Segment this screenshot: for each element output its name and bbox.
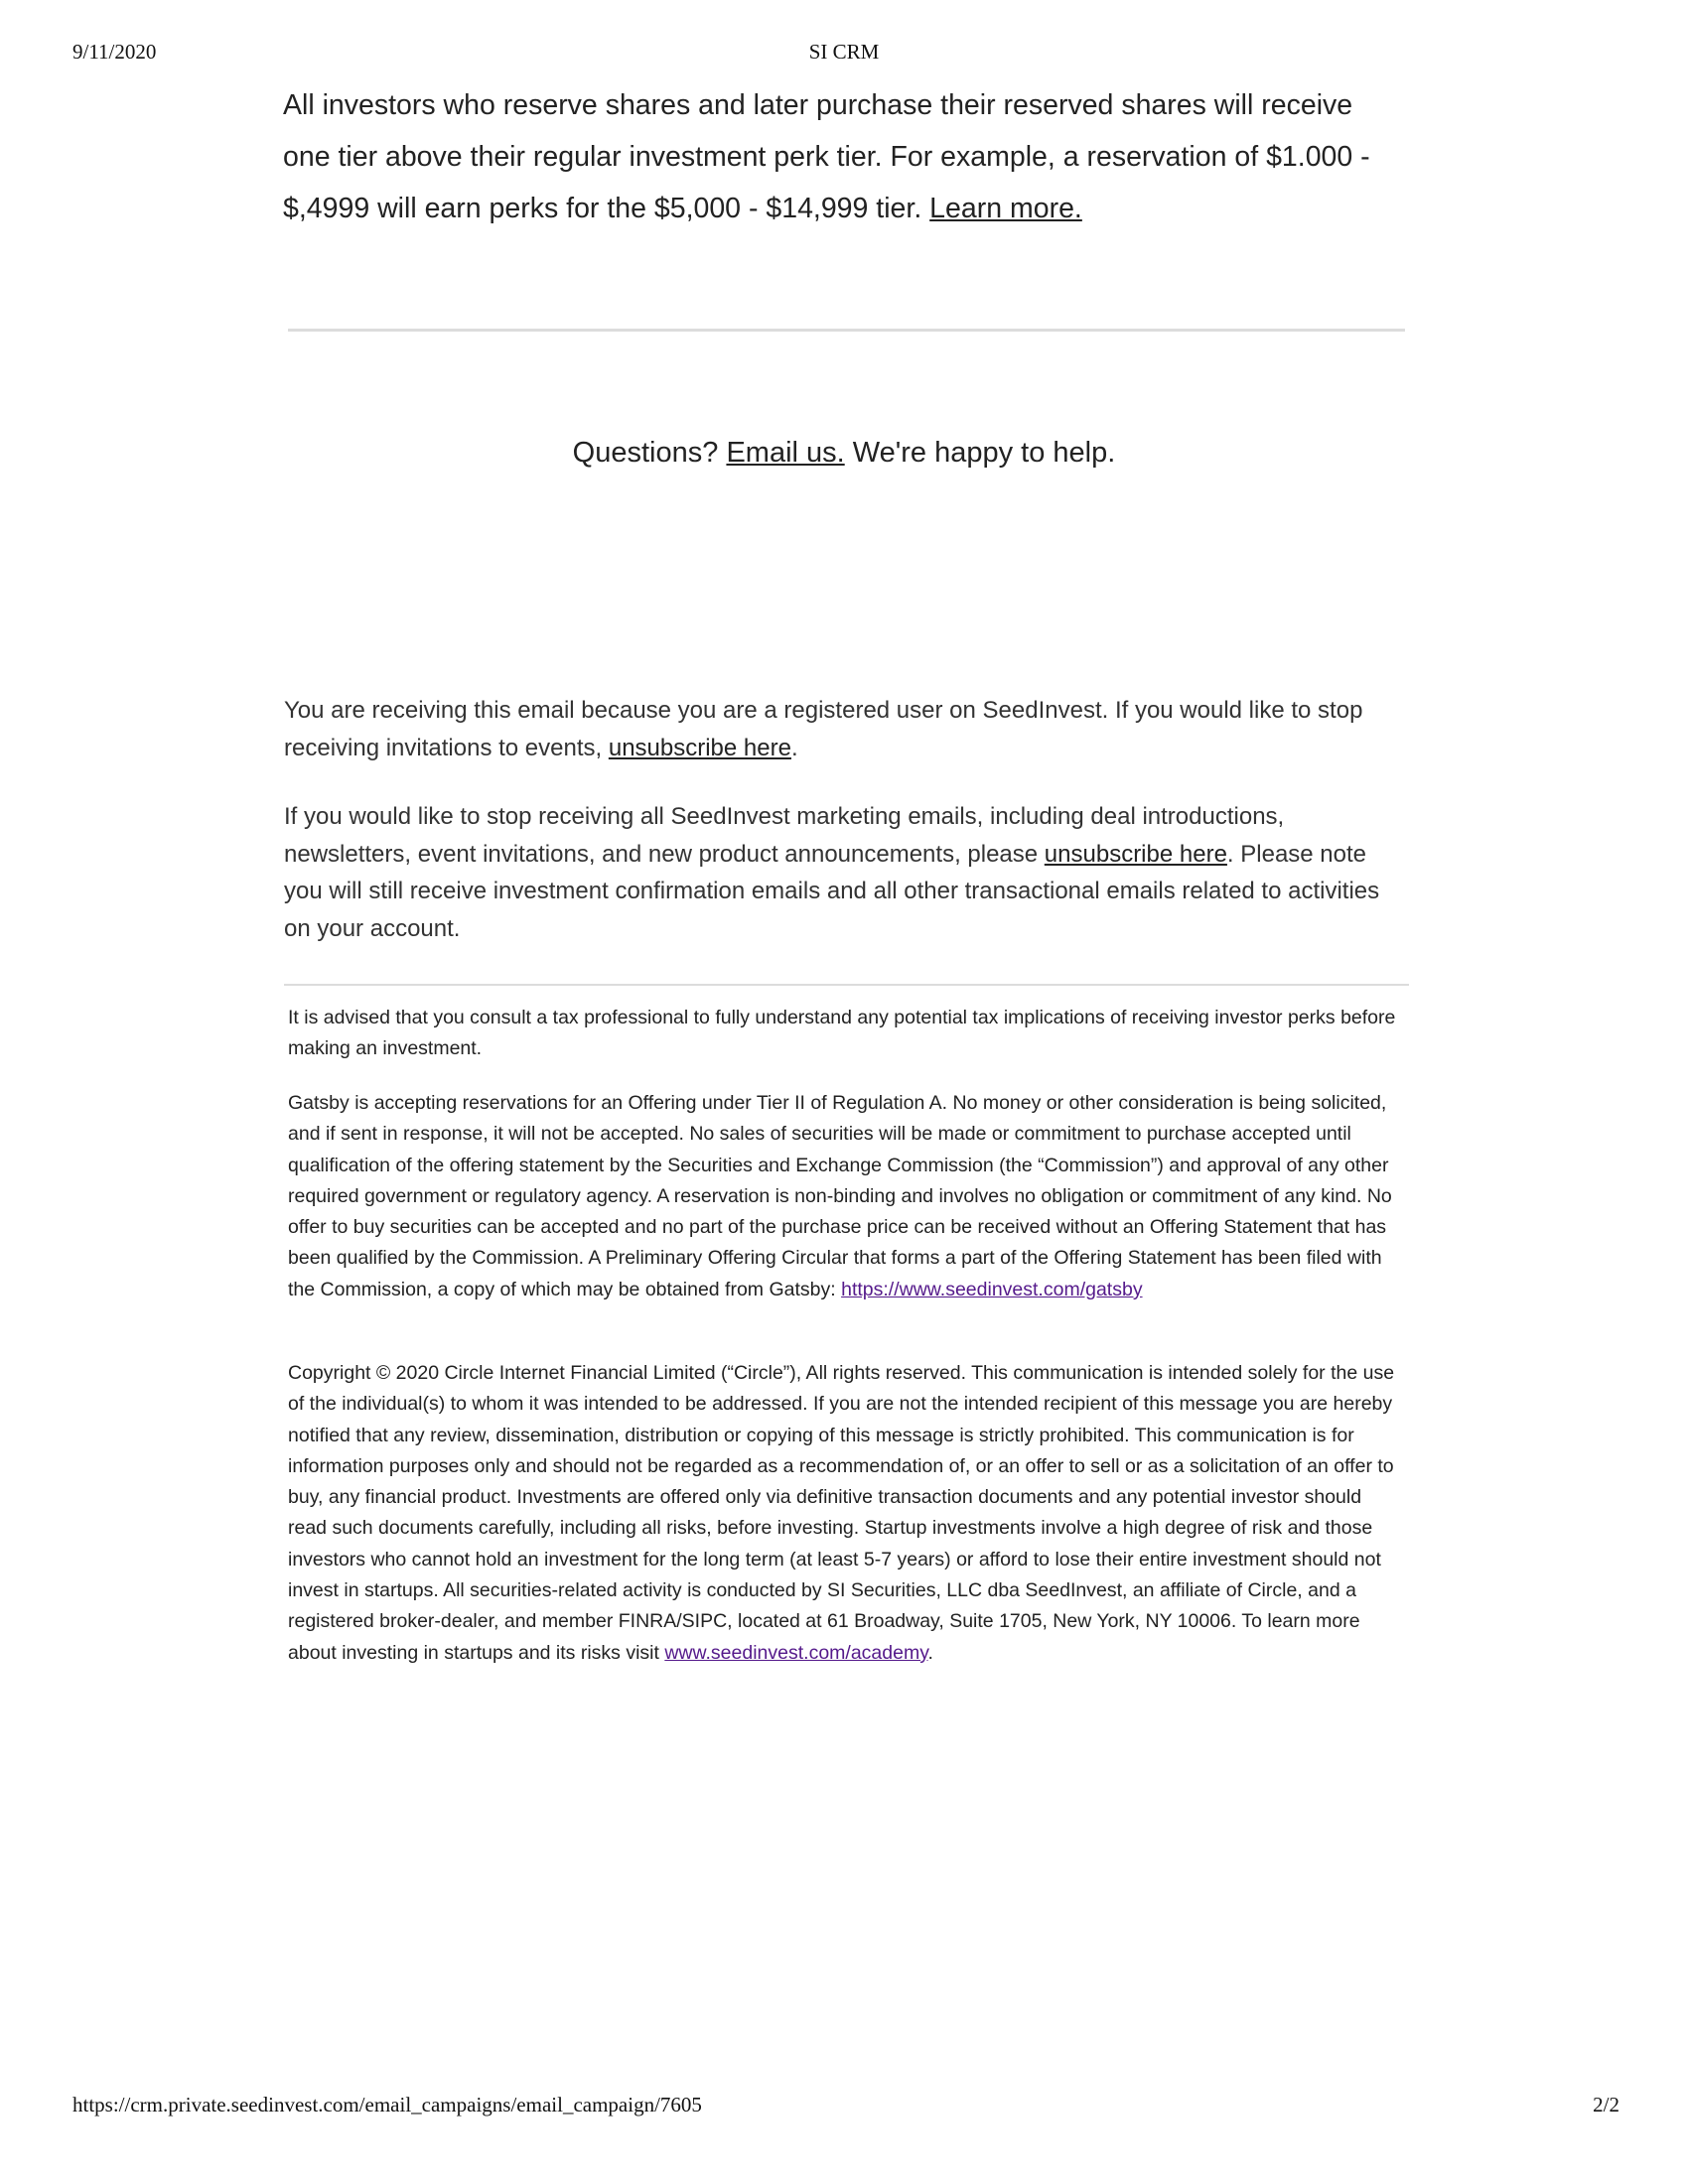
gatsby-offering-link[interactable]: https://www.seedinvest.com/gatsby [841, 1278, 1143, 1300]
print-url: https://crm.private.seedinvest.com/email_campaigns/email_campaign/7605 [72, 2093, 702, 2116]
questions-line [283, 433, 1405, 473]
perk-paragraph [283, 79, 1405, 234]
unsubscribe-all-paragraph [284, 798, 1406, 947]
unsubscribe-events-text: You are receiving this email because you are a registered user on SeedInvest. If you would like to stop receiving invitations to events, [284, 697, 1363, 761]
perk-text: All investors who reserve shares and later purchase their reserved shares will receive one tier above their regular investment perk tier. For example, a reservation of $1.000 - $,4999 will earn perks for the $5,000 - $14,999 tier. [283, 89, 1370, 224]
unsubscribe-all-text: If you would like to stop receiving all SeedInvest marketing emails, including deal introductions, newsletters, event invitations, and new product announcements, please [284, 803, 1285, 868]
unsubscribe-all-end: . Please note you will still receive investment confirmation emails and all other transactional emails related to activities on your account. [284, 840, 1380, 942]
learn-more-link[interactable]: Learn more. [929, 193, 1082, 224]
copyright-disclaimer [288, 1358, 1405, 1669]
academy-link[interactable]: www.seedinvest.com/academy [664, 1641, 928, 1664]
print-header [0, 40, 1688, 68]
tax-disclaimer: It is advised that you consult a tax professional to fully understand any potential tax implications of receiving investor perks before making an investment. [288, 1007, 1396, 1060]
perk-section [283, 79, 1405, 234]
unsubscribe-events-end: . [790, 734, 798, 761]
print-footer [0, 2093, 1688, 2120]
questions-suffix: We're happy to help. [844, 437, 1116, 469]
questions-prefix: Questions? [572, 437, 727, 469]
copyright-end: . [927, 1641, 933, 1664]
offering-disclaimer [288, 1088, 1405, 1305]
email-us-link[interactable]: Email us. [726, 437, 845, 469]
copyright-text: Copyright © 2020 Circle Internet Financial Limited (“Circle”), All rights reserved. This communication is intended solely for the use of the individual(s) to whom it was intended to be addressed. If you are not the intended recipient of this message you are hereby notified that any review, dissemination, distribution or copying of this message is strictly prohibited. This communication is for information purposes only and should not be regarded as a recommendation of, or an offer to sell or as a solicitation of an offer to buy, any financial product. Investments are offered only via definitive transaction documents and any potential investor should read such documents carefully, including all risks, before investing. Startup investments involve a high degree of risk and those investors who cannot hold an investment for the long term (at least 5-7 years) or afford to lose their entire investment should not invest in startups. All securities-related activity is conducted by SI Securities, LLC dba SeedInvest, an affiliate of Circle, and a registered broker-dealer, and member FINRA/SIPC, located at 61 Broadway, Suite 1705, New York, NY 10006. To learn more about investing in startups and its risks visit [288, 1362, 1395, 1664]
offering-disclaimer-text: Gatsby is accepting reservations for an Offering under Tier II of Regulation A. No money or other consideration is being solicited, and if sent in response, it will not be accepted. No sales of securities will be made or commitment to purchase accepted until qualification of the offering statement by the Securities and Exchange Commission (the “Commission”) and approval of any other required government or regulatory agency. A reservation is non-binding and involves no obligation or commitment of any kind. No offer to buy securities can be accepted and no part of the purchase price can be received without an Offering Statement that has been qualified by the Commission. A Preliminary Offering Circular that forms a part of the Offering Statement has been filed with the Commission, a copy of which may be obtained from Gatsby: [288, 1092, 1392, 1300]
print-date: 9/11/2020 [72, 40, 157, 64]
unsubscribe-all-link[interactable]: unsubscribe here [1044, 840, 1227, 868]
print-title: SI CRM [808, 40, 880, 64]
section-divider [288, 329, 1405, 332]
print-page-number: 2/2 [1593, 2093, 1619, 2116]
unsubscribe-events-paragraph [284, 692, 1406, 766]
unsubscribe-events-link[interactable]: unsubscribe here [608, 734, 791, 761]
footer-divider [284, 984, 1409, 986]
